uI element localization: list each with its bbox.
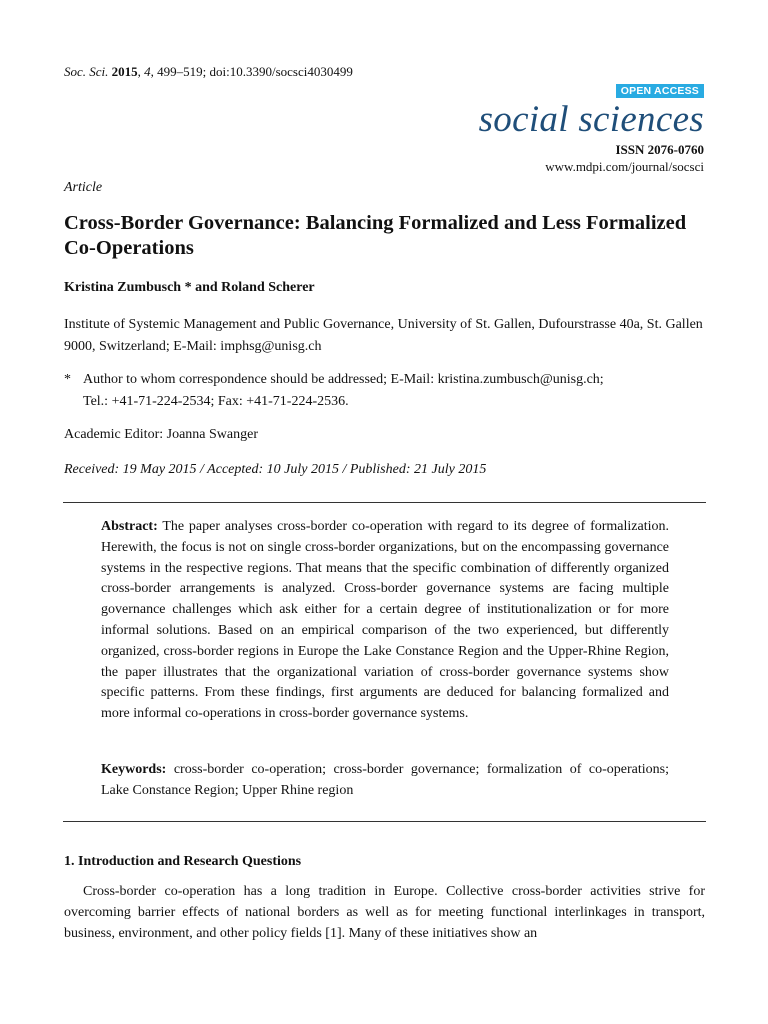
citation-line: Soc. Sci. 2015, 4, 499–519; doi:10.3390/socsci4030499	[64, 64, 353, 79]
author-list: Kristina Zumbusch * and Roland Scherer	[64, 280, 315, 295]
journal-url-link[interactable]: www.mdpi.com/journal/socsci	[545, 159, 704, 174]
correspondence-line-1: Author to whom correspondence should be addressed; E-Mail: kristina.zumbusch@unisg.ch;	[83, 372, 604, 387]
abstract-label: Abstract:	[101, 519, 158, 534]
citation-year: 2015	[111, 64, 138, 79]
section-heading-introduction: 1. Introduction and Research Questions	[64, 854, 302, 869]
keywords-label: Keywords:	[101, 762, 167, 777]
open-access-badge: OPEN ACCESS	[616, 84, 704, 98]
divider-bottom	[63, 821, 706, 822]
author-affiliation: Institute of Systemic Management and Public Governance, University of St. Gallen, Dufourstrasse 40a, St. Gallen 9000, Switzerland; E-Mail: imphsg@unisg.ch	[64, 317, 703, 354]
academic-editor: Academic Editor: Joanna Swanger	[64, 427, 258, 442]
abstract-text: The paper analyses cross-border co-operation with regard to its degree of formalization. Herewith, the focus is not on single cross-border organizations, but on the encompassing governance systems in the respective regions. That means that the specific combination of differently organized cross-border arrangements is analyzed. Cross-border governance systems are facing multiple governance challenges which ask either for a certain degree of institutionalization or for more informal solutions. Based on an empirical comparison of the two experienced, but differently organized, cross-border regions in Europe the Lake Constance Region and the Upper-Rhine Region, the paper illustrates that the organizational variation of cross-border governance systems show specific patterns. From these findings, first arguments are deduced for balancing formalized and more informal co-operations in cross-border governance systems.	[101, 519, 670, 722]
body-paragraph: Cross-border co-operation has a long tradition in Europe. Collective cross-border activities strive for overcoming barrier effects of national borders as well as for meeting functional interlinkages in transport, business, environment, and other policy fields [1]. Many of these initiatives show an	[64, 884, 705, 941]
divider-top	[63, 502, 706, 503]
correspondence-marker: *	[64, 372, 71, 387]
correspondence-note	[64, 369, 704, 413]
keywords-section	[101, 760, 669, 802]
article-title: Cross-Border Governance: Balancing Formalized and Less Formalized Co-Operations	[64, 212, 687, 259]
citation-pages-doi[interactable]: , 499–519; doi:10.3390/socsci4030499	[150, 64, 353, 79]
abstract-section	[101, 517, 669, 725]
article-type: Article	[64, 180, 103, 195]
citation-volume: 4	[144, 64, 151, 79]
correspondence-line-2: Tel.: +41-71-224-2534; Fax: +41-71-224-2536.	[83, 394, 349, 409]
publication-dates: Received: 19 May 2015 / Accepted: 10 July 2015 / Published: 21 July 2015	[64, 462, 487, 477]
journal-name: social sciences	[478, 99, 704, 140]
journal-issn: ISSN 2076-0760	[615, 142, 704, 157]
keywords-text: cross-border co-operation; cross-border governance; formalization of co-operations; Lake Constance Region; Upper Rhine region	[101, 762, 670, 798]
citation-journal-abbrev: Soc. Sci.	[64, 64, 109, 79]
